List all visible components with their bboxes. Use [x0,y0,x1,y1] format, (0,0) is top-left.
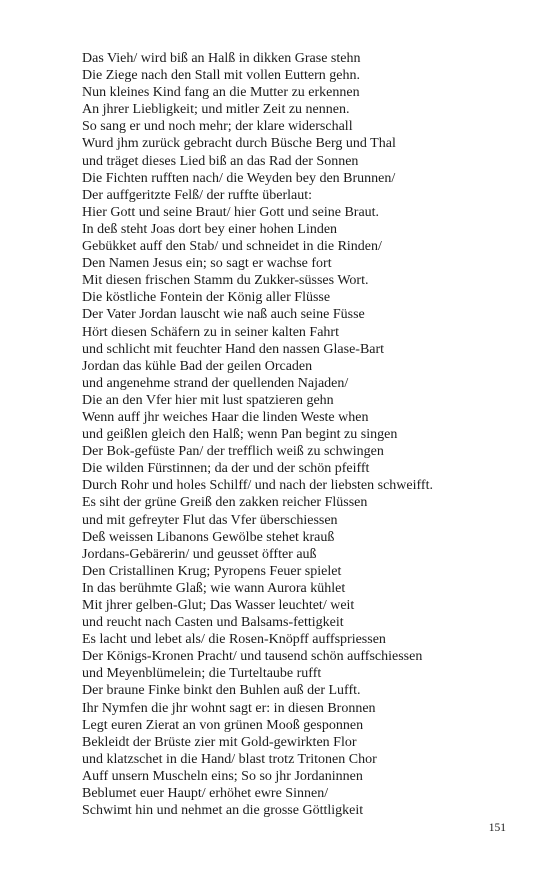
poem-line: In deß steht Joas dort bey einer hohen Linden [82,221,338,237]
poem-line: Der Königs-Kronen Pracht/ und tausend schön auffschiessen [82,649,423,665]
poem-line: Die köstliche Fontein der König aller Flüsse [82,290,331,306]
poem-line: Die Fichten rufften nach/ die Weyden bey den Brunnen/ [82,170,396,186]
poem-line: Wenn auff jhr weiches Haar die linden Weste when [82,409,369,425]
page-number: 151 [488,822,506,834]
poem-line: Der auffgeritzte Felß/ der ruffte überlaut: [82,187,312,203]
poem-line: Mit jhrer gelben-Glut; Das Wasser leuchtet/ weit [82,598,355,613]
poem-line: Die wilden Fürstinnen; da der und der schön pfeifft [82,461,370,477]
poem-line: Durch Rohr und holes Schilff/ und nach der liebsten schweifft. [82,478,433,494]
poem-line: So sang er und noch mehr; der klare widerschall [82,119,353,135]
poem-line: Beblumet euer Haupt/ erhöhet ewre Sinnen/ [82,786,329,802]
poem-line: Das Vieh/ wird biß an Halß in dikken Grase stehn [82,51,361,66]
poem-line: Gebükket auff den Stab/ und schneidet in die Rinden/ [82,239,382,255]
poem-line: Es siht der grüne Greiß den zakken reicher Flüssen [82,495,368,511]
poem-line: Jordans-Gebärerin/ und geusset öffter auß [82,546,317,562]
poem-line: und träget dieses Lied biß an das Rad der Sonnen [82,153,359,169]
poem-text [82,50,522,819]
poem-line: Legt euren Zierat an von grünen Mooß gesponnen [82,717,364,733]
poem-line: Mit diesen frischen Stamm du Zukker-süsses Wort. [82,273,369,289]
poem-line: Die an den Vfer hier mit lust spatzieren gehn [82,392,334,408]
poem-line: Der Bok-gefüste Pan/ der trefflich weiß zu schwingen [82,444,384,460]
poem-line: Auff unsern Muscheln eins; So so jhr Jordaninnen [82,768,363,784]
poem-line: Schwimt hin und nehmet an die grosse Göttligkeit [82,803,364,819]
poem-line: Der Vater Jordan lauscht wie naß auch seine Füsse [82,307,365,323]
poem-line: und schlicht mit feuchter Hand den nassen Glase-Bart [82,341,385,357]
poem-line: Jordan das kühle Bad der geilen Orcaden [82,358,313,374]
poem-line: Hier Gott und seine Braut/ hier Gott und seine Braut. [82,204,380,220]
poem-line: Ihr Nymfen die jhr wohnt sagt er: in diesen Bronnen [82,700,376,716]
poem-line: Der braune Finke binkt den Buhlen auß der Lufft. [82,683,361,699]
poem-line: und geißlen gleich den Halß; wenn Pan begint zu singen [82,427,398,443]
poem-line: und angenehme strand der quellenden Najaden/ [82,375,349,391]
poem-line: An jhrer Liebligkeit; und mitler Zeit zu nennen. [82,102,350,118]
poem-line: und Meyenblümelein; die Turteltaube rufft [82,666,322,682]
poem-line: Es lacht und lebet als/ die Rosen-Knöpff auffspriessen [82,632,386,648]
poem-line: Nun kleines Kind fang an die Mutter zu erkennen [82,85,360,101]
poem-line: Deß weissen Libanons Gewölbe stehet krauß [82,529,335,545]
poem-line: Hört diesen Schäfern zu in seiner kalten Fahrt [82,324,339,340]
poem-line: Wurd jhm zurück gebracht durch Büsche Berg und Thal [82,136,396,152]
poem-line: Die Ziege nach den Stall mit vollen Euttern gehn. [82,68,360,84]
poem-line: und mit gefreyter Flut das Vfer überschiessen [82,512,338,528]
poem-line: Den Cristallinen Krug; Pyropens Feuer spielet [82,563,342,579]
poem-line: und klatzschet in die Hand/ blast trotz Tritonen Chor [82,751,377,767]
poem-line: In das berühmte Glaß; wie wann Aurora kühlet [82,580,346,596]
poem-line: und reucht nach Casten und Balsams-fettigkeit [82,615,344,631]
poem-line: Bekleidt der Brüste zier mit Gold-gewirkten Flor [82,734,357,750]
poem-line: Den Namen Jesus ein; so sagt er wachse fort [82,256,332,272]
